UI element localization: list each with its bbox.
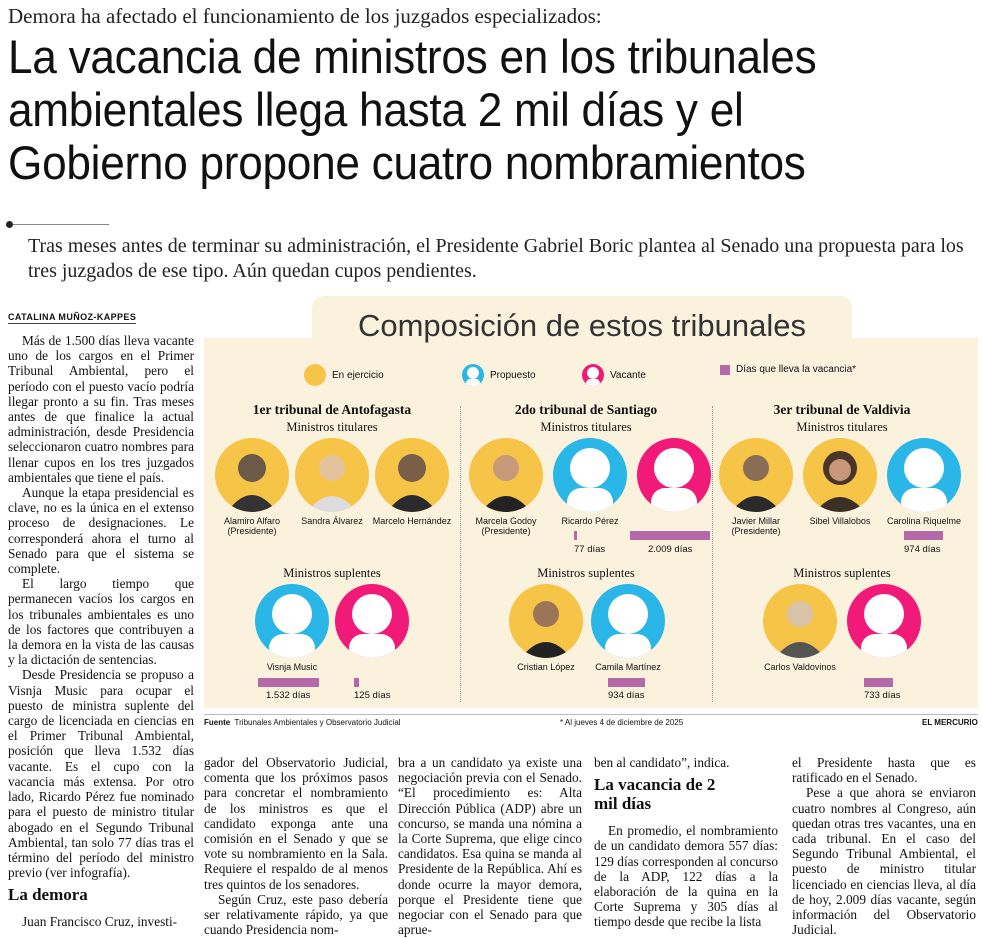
- portrait-photo-icon: [763, 584, 837, 658]
- portrait-photo-icon: [469, 438, 543, 512]
- tribunal-2-name: 2do tribunal de Santiago: [514, 402, 658, 417]
- person-name: Sandra Álvarez: [301, 516, 363, 526]
- column-4: [594, 755, 778, 930]
- portrait-photo-icon: [375, 438, 449, 512]
- portrait-photo-icon: [295, 438, 369, 512]
- person-name: Javier Millar (Presidente): [731, 516, 781, 536]
- person-name: Marcela Godoy (Presidente): [475, 516, 537, 536]
- vacancy-bar-t2-titular-2: [574, 531, 577, 540]
- person-silhouette-icon: [335, 584, 409, 658]
- person-t3-suplente-1: [760, 584, 840, 672]
- person-t2-titular-2: [550, 438, 630, 526]
- person-name: Ricardo Pérez: [561, 516, 619, 526]
- person-t3-titular-1: [716, 438, 796, 536]
- vacancy-days-label: 1.532 días: [266, 690, 311, 701]
- tribunal-2-titulares-label: Ministros titulares: [540, 420, 632, 434]
- vacancy-days-label: 2.009 días: [648, 544, 693, 555]
- legend-label: Propuesto: [490, 369, 536, 381]
- paragraph: el Presidente hasta que es ratificado en el Senado.: [792, 755, 976, 786]
- person-name: Visnja Music: [266, 662, 318, 672]
- tribunal-1-titulares-label: Ministros titulares: [286, 420, 378, 434]
- person-name: Marcelo Hernández: [372, 516, 452, 526]
- portrait-photo-icon: [803, 438, 877, 512]
- byline: CATALINA MUÑOZ-KAPPES: [8, 312, 137, 322]
- paragraph: Según Cruz, este paso debería ser relativamente rápido, ya que cuando Presidencia nom-: [204, 891, 388, 938]
- legend-label: En ejercicio: [332, 369, 384, 381]
- column-5: [792, 755, 976, 937]
- vacancy-days-label: 974 días: [904, 544, 941, 555]
- infographic-title: Composición de estos tribunales: [357, 308, 807, 343]
- person-name: Carolina Riquelme: [886, 516, 962, 526]
- vacancy-bar-t1-suplente-2: [354, 678, 359, 687]
- legend-propuesto: [462, 364, 536, 386]
- vacancy-days-label: 77 días: [574, 544, 606, 555]
- person-t2-titular-1: [466, 438, 546, 536]
- divider: [460, 406, 461, 702]
- source-note: [204, 718, 401, 727]
- person-silhouette-icon: [591, 584, 665, 658]
- infographic: [204, 296, 978, 736]
- paragraph: Pese a que ahora se enviaron cuatro nombres al Congreso, aún quedan otras tres vacantes, una en cada tribunal. En el caso del Segundo Tribunal Ambiental, el puesto de ministro titular licenciado en ciencias lleva, al día de hoy, 2.009 días vacante, según información del Observatorio Judicial.: [792, 785, 976, 938]
- person-t3-titular-3: [884, 438, 964, 526]
- person-name: Camila Martínez: [595, 662, 661, 672]
- person-t2-suplente-1: [506, 584, 586, 672]
- subheading: La demora: [8, 885, 88, 905]
- portrait-photo-icon: [719, 438, 793, 512]
- source-text: Tribunales Ambientales y Observatorio Judicial: [234, 718, 401, 727]
- person-name: Sibel Villalobos: [809, 516, 871, 526]
- subheading: La vacancia de 2 mil días: [594, 775, 716, 814]
- infographic-bottom-rule: [204, 714, 978, 715]
- tribunal-3-titulares-label: Ministros titulares: [796, 420, 888, 434]
- person-t1-titular-1: [212, 438, 292, 536]
- paragraph: Desde Presidencia se propuso a Visnja Music para ocupar el puesto de ministra suplente del cargo de licenciada en ciencias en el Primer Tribunal Ambiental, posición que lleva 1.532 días vacante. Es el cupo con la vacancia más extensa. Por otro lado, Ricardo Pérez fue nominado para el puesto de ministro titular abogado en el Segundo Tribunal Ambiental, tan solo 77 días tras el término del período del ministro previo (ver infografía).: [8, 667, 194, 881]
- paragraph: Aunque la etapa presidencial es clave, no es la única en el extenso proceso de designaciones. Le corresponderá ahora el turno al Senado para que el sistema se complete.: [8, 485, 194, 577]
- person-silhouette-icon: [637, 438, 711, 512]
- tribunal-1-name: 1er tribunal de Antofagasta: [252, 402, 412, 417]
- person-silhouette-icon: [582, 364, 604, 386]
- column-1: [8, 333, 194, 930]
- article-kicker: Demora ha afectado el funcionamiento de los juzgados especializados:: [8, 4, 602, 28]
- date-note: * Al jueves 4 de diciembre de 2025: [560, 718, 684, 727]
- legend-label: Vacante: [610, 369, 646, 381]
- person-t1-suplente-2: [332, 584, 412, 658]
- person-t1-titular-3: [372, 438, 452, 526]
- rule-dot: [6, 221, 13, 228]
- legend-dias: [720, 364, 856, 375]
- paragraph: bra a un candidato ya existe una negociación previa con el Senado. “El procedimiento es: Alta Dirección Pública (ADP) abre un concurso, se manda una nómina a la Corte Suprema, que elige cinco candidatos. Esa quina se manda al Presidente de la República. Ahí es donde ocurre la mayor demora, porque el Presidente tiene que negociar con el Senado para que aprue-: [398, 755, 582, 938]
- person-t3-suplente-2: [844, 584, 924, 658]
- legend-label: Días que lleva la vacancia*: [736, 364, 857, 375]
- vacancy-bar-t3-titular-3: [904, 531, 943, 540]
- vacancy-days-label: 125 días: [354, 690, 391, 701]
- paragraph: En promedio, el nombramiento de un candidato demora 557 días: 129 días corresponden al concurso de la ADP, 122 días a la elaboración de la quina en la Corte Suprema y 305 días al tiempo desde que recibe la lista: [594, 823, 778, 930]
- legend-vacante: [582, 364, 646, 386]
- tribunal-3-name: 3er tribunal de Valdivia: [773, 402, 911, 417]
- person-silhouette-icon: [462, 364, 484, 386]
- paragraph: Más de 1.500 días lleva vacante uno de los cargos en el Primer Tribunal Ambiental, pero el período con el puesto vacío podría llegar pronto a su fin. Tras meses antes de que finalice la actual administración, desde Presidencia seleccionaron cuatro nombres para llenar cupos en los tres juzgados ambientales que tiene el país.: [8, 333, 194, 485]
- tribunal-3-suplentes-label: Ministros suplentes: [793, 566, 891, 580]
- source-label: Fuente: [204, 718, 231, 727]
- column-3: [398, 755, 582, 937]
- yellow-dot-icon: [304, 364, 326, 386]
- tribunal-1-suplentes-label: Ministros suplentes: [283, 566, 381, 580]
- tribunal-2-suplentes-label: Ministros suplentes: [537, 566, 635, 580]
- paragraph: gador del Observatorio Judicial, comenta que los próximos pasos para concretar el nombramiento de los ministros es que el candidato exponga ante una comisión en el Senado y que se vote su nombramiento en la Sala. Requiere el respaldo de al menos tres quintos de los senadores.: [204, 755, 388, 892]
- legend-en-ejercicio: [304, 364, 384, 386]
- person-t3-titular-2: [800, 438, 880, 526]
- person-t1-titular-2: [292, 438, 372, 526]
- vacancy-bar-t2-titular-3: [630, 531, 710, 540]
- person-silhouette-icon: [255, 584, 329, 658]
- vacancy-bar-t3-suplente-2: [864, 678, 893, 687]
- person-t1-suplente-1: [252, 584, 332, 672]
- person-silhouette-icon: [887, 438, 961, 512]
- legend-bar-swatch: [720, 365, 730, 375]
- vacancy-days-label: 934 días: [608, 690, 645, 701]
- person-silhouette-icon: [553, 438, 627, 512]
- person-name: Alamiro Alfaro (Presidente): [223, 516, 281, 536]
- headline: La vacancia de ministros en los tribunales ambientales llega hasta 2 mil días y el Gobierno propone cuatro nombramientos: [8, 30, 817, 189]
- vacancy-bar-t2-suplente-2: [608, 678, 645, 687]
- paragraph: El largo tiempo que permanecen vacíos los cargos en los tribunales ambientales es uno de los factores que contribuyen a la demora en la vista de las causas y la dictación de sentencias.: [8, 576, 194, 668]
- paragraph: ben al candidato”, indica.: [594, 755, 730, 770]
- portrait-photo-icon: [509, 584, 583, 658]
- rule-line: [13, 224, 109, 225]
- vacancy-bar-t1-suplente-1: [258, 678, 319, 687]
- portrait-photo-icon: [215, 438, 289, 512]
- person-silhouette-icon: [847, 584, 921, 658]
- person-name: Cristian López: [517, 662, 575, 672]
- column-2: [204, 755, 388, 937]
- person-t2-titular-3: [634, 438, 714, 512]
- vacancy-days-label: 733 días: [864, 690, 901, 701]
- person-name: Carlos Valdovinos: [764, 662, 836, 672]
- person-t2-suplente-2: [588, 584, 668, 672]
- paragraph: Juan Francisco Cruz, investi-: [22, 914, 178, 930]
- credit: EL MERCURIO: [922, 718, 978, 727]
- lede: Tras meses antes de terminar su administración, el Presidente Gabriel Boric plantea al Senado una propuesta para los tres juzgados de ese tipo. Aún quedan cupos pendientes.: [28, 235, 964, 282]
